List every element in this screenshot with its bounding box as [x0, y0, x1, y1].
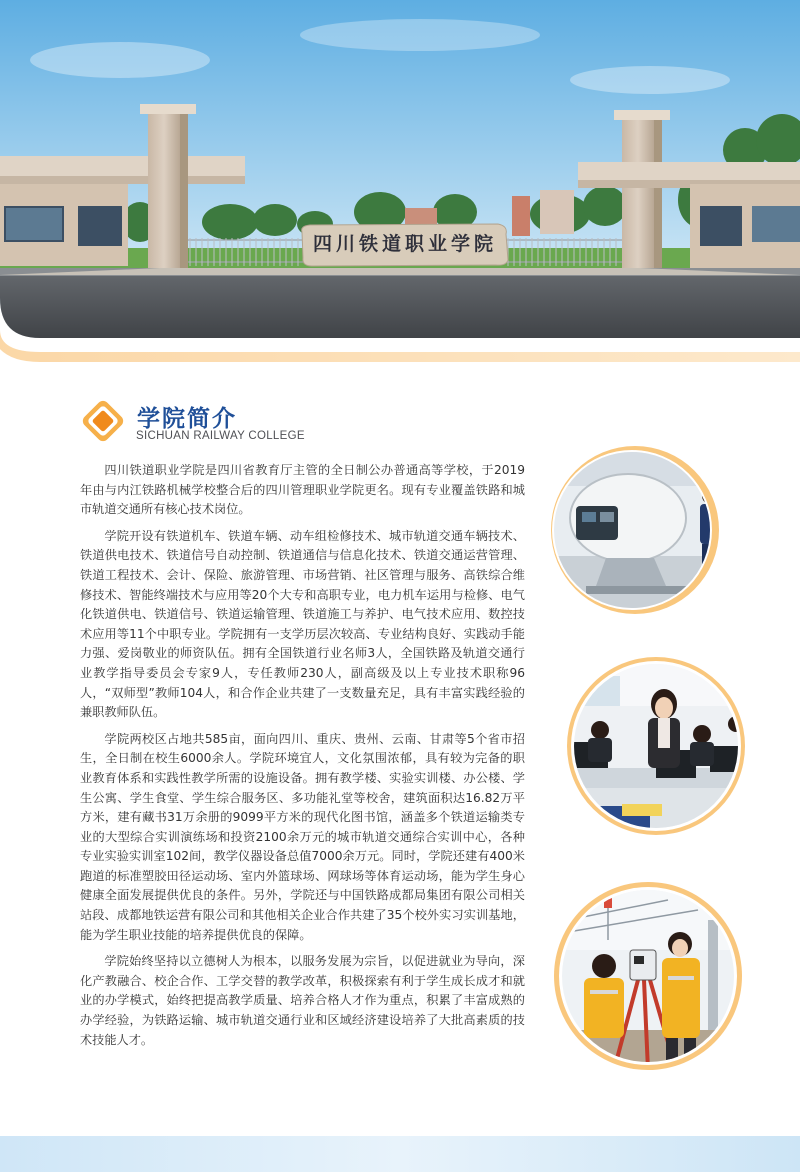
section-subtitle: SICHUAN RAILWAY COLLEGE [136, 430, 305, 442]
paragraph-2: 学院开设有铁道机车、铁道车辆、动车组检修技术、城市轨道交通车辆技术、铁道供电技术、铁道信号自动控制、铁道通信与信息化技术、铁道交通运营管理、铁道工程技术、会计、保险、旅游管理、市场营销、社区管理与服务、高铁综合维修技术、智能终端技术与应用等20个大专和高职专业，电力机车运用与检修、电气化铁道供电、铁道信号、铁道运输管理、铁道施工与养护、电气技术应用、数控技术应用等11个中职专业。学院拥有一支学历层次较高、专业结构良好、实践动手能力强、爱岗敬业的师资队伍。拥有全国铁道行业名师3人，全国铁路及轨道交通行业教学指导委员会专家9人，专任教师230人，副高级及以上专业技术职称96人，“双师型”教师104人，和合作企业共建了一支数量充足，具有丰富实践经验的兼职教师队伍。 [80, 528, 525, 720]
paragraph-1: 四川铁道职业学院是四川省教育厅主管的全日制公办普通高等学校，于2019年由与内江铁路机械学校整合后的四川管理职业学院更名。现有专业覆盖铁路和城市轨道交通所有核心技术岗位。 [80, 463, 525, 517]
footer-decoration-strip [0, 1136, 800, 1172]
train-simulator-photo [546, 446, 746, 616]
paragraph-4: 学院始终坚持以立德树人为根本，以服务发展为宗旨，以促进就业为导向，深化产教融合、校企合作、工学交替的教学改革，积极探索有利于学生成长成才和就业的办学模式，始终把提高教学质量、培养合格人才作为重点，积累了丰富成熟的办学经验，为铁路运输、城市轨道交通行业和区域经济建设培养了大批高素质的技术技能人才。 [80, 954, 525, 1047]
section-title: 学院简介 [137, 406, 237, 432]
intro-article [80, 461, 525, 1057]
computer-lab-photo [560, 656, 750, 836]
campus-gate-banner [0, 0, 800, 375]
diamond-badge-icon [80, 398, 126, 444]
campus-gate-illustration [0, 0, 800, 375]
surveying-photo [548, 880, 748, 1080]
gate-sign-text: 四川铁道职业学院 [312, 232, 497, 255]
paragraph-3: 学院两校区占地共585亩，面向四川、重庆、贵州、云南、甘肃等5个省市招生，全日制在校生6000余人。学院环境宜人，文化氛围浓郁，具有较为完备的职业教育体系和实践性教学所需的设施设备。拥有教学楼、实验实训楼、办公楼、学生公寓、学生食堂、学生综合服务区、多功能礼堂等校舍，建筑面积达16.82万平方米，建有藏书31万余册的9099平方米的现代化图书馆，涵盖多个铁道运输类专业的大型综合实训演练场和投资2100余万元的城市轨道交通综合实训中心，各种专业实验实训室102间，教学仪器设备总值7000余万元。同时，学院还建有400米跑道的标准塑胶田径运动场、室内外篮球场、网球场等体育运动场，能为学生身心健康全面发展提供优良的条件。另外，学院还与中国铁路成都局集团有限公司相关站段、成都地铁运营有限公司和其他相关企业合作共建了35个校外实习实训基地，能为学生职业技能的培养提供优良的保障。 [80, 731, 525, 942]
